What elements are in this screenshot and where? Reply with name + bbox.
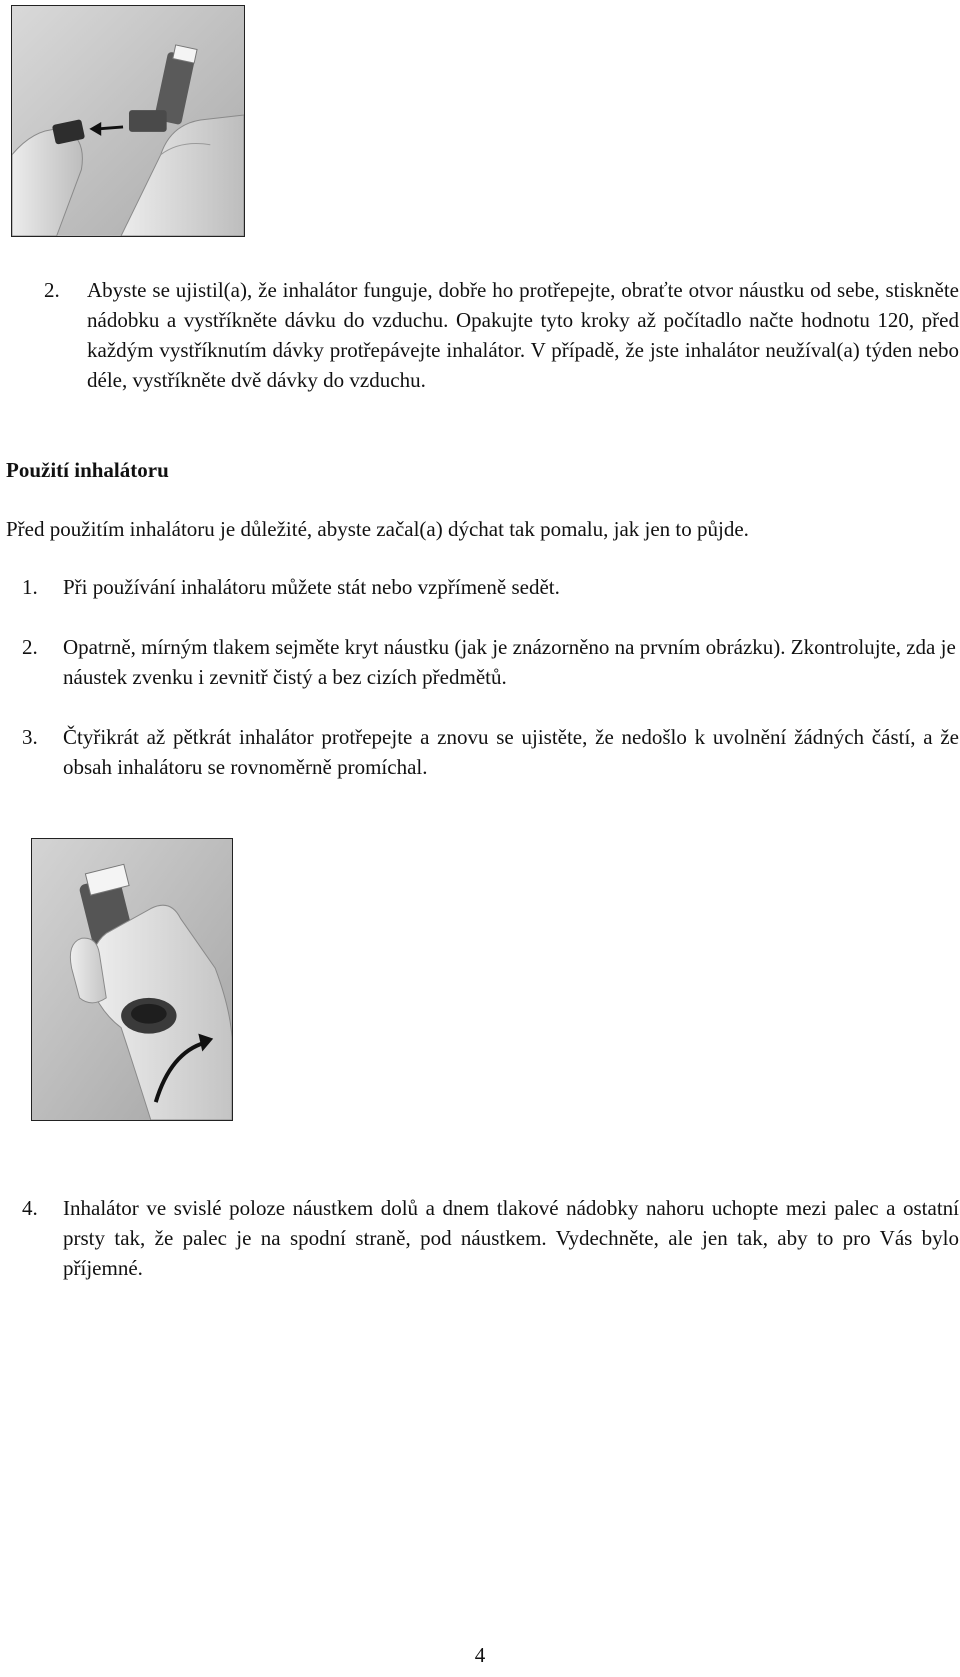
page-number: 4 [474, 1643, 486, 1667]
shake-inhaler-illustration [31, 838, 233, 1121]
preparation-step-text: Abyste se ujistil(a), že inhalátor funguje, dobře ho protřepejte, obraťte otvor náustku od sebe, stiskněte nádobku a vystříkněte dávku do vzduchu. Opakujte tyto kroky až počítadlo načte hodnotu 120, před každým vystříknutím dávky protřepávejte inhalátor. V případě, že jste inhalátor neužíval(a) týden nebo déle, vystříkněte dvě dávky do vzduchu. [87, 278, 959, 392]
usage-step-text: Čtyřikrát až pětkrát inhalátor protřepejte a znovu se ujistěte, že nedošlo k uvolnění žádných částí, a že obsah inhalátoru se rovnoměrně promíchal. [63, 725, 959, 779]
remove-cap-illustration [11, 5, 245, 237]
usage-step-text: Při používání inhalátoru můžete stát nebo vzpřímeně sedět. [63, 575, 560, 599]
section-heading: Použití inhalátoru [6, 458, 169, 482]
usage-step-number: 3. [22, 725, 38, 749]
shake-inhaler-drawing [32, 839, 232, 1120]
usage-step-number: 4. [22, 1196, 38, 1220]
usage-step-number: 1. [22, 575, 38, 599]
usage-intro: Před použitím inhalátoru je důležité, abyste začal(a) dýchat tak pomalu, jak jen to půjde. [6, 517, 749, 541]
usage-step-text: Opatrně, mírným tlakem sejměte kryt náustku (jak je znázorněno na prvním obrázku). Zkontrolujte, zda je náustek zvenku i zevnitř čistý a bez cizích předmětů. [63, 635, 956, 689]
usage-step-text: Inhalátor ve svislé poloze náustkem dolů a dnem tlakové nádobky nahoru uchopte mezi palec a ostatní prsty tak, že palec je na spodní straně, pod náustkem. Vydechněte, ale jen tak, aby to pro Vás bylo příjemné. [63, 1196, 959, 1280]
remove-cap-drawing [12, 6, 244, 236]
usage-step-number: 2. [22, 635, 38, 659]
preparation-step-number: 2. [44, 278, 60, 302]
